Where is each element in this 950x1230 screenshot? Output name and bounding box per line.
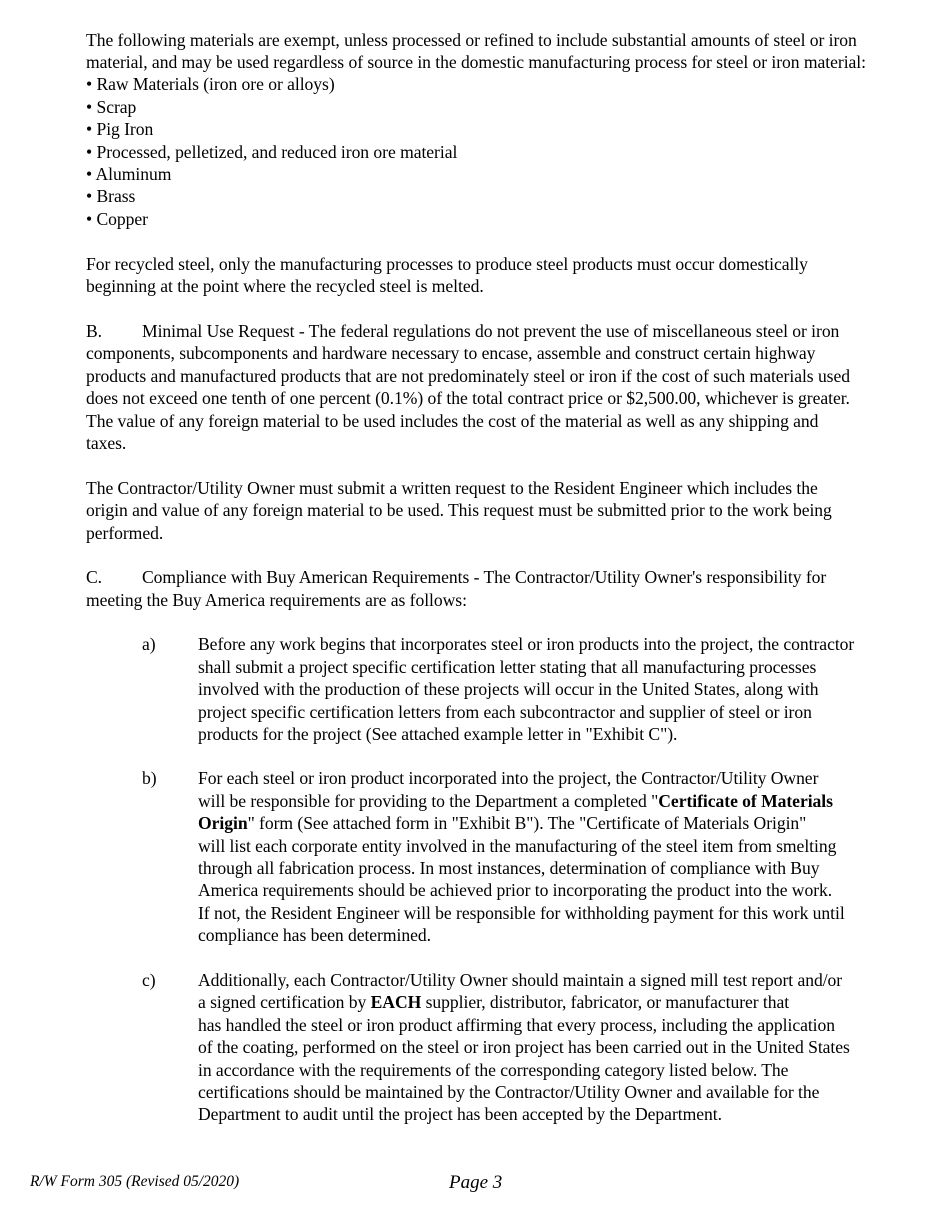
section-label: C. — [86, 567, 103, 587]
text-line: products for the project (See attached example letter in "Exhibit C"). — [198, 724, 678, 744]
bold-form-name: Origin — [198, 813, 248, 833]
text-line: Minimal Use Request - The federal regulations do not prevent the use of miscellaneous steel or iron — [142, 321, 840, 341]
form-identifier: R/W Form 305 (Revised 05/2020) — [30, 1173, 240, 1190]
text-line: beginning at the point where the recycled steel is melted. — [86, 276, 484, 296]
bold-form-name: Certificate of Materials — [658, 791, 833, 811]
text-line: shall submit a project specific certification letter stating that all manufacturing processes — [198, 657, 817, 677]
text-line: components, subcomponents and hardware necessary to encase, assemble and construct certain highway — [86, 343, 816, 363]
text-line: The value of any foreign material to be used includes the cost of the material as well as any shipping and — [86, 411, 819, 431]
text-line: has handled the steel or iron product affirming that every process, including the application — [198, 1015, 836, 1035]
text-run: will be responsible for providing to the Department a completed " — [198, 791, 659, 811]
text-line: Before any work begins that incorporates steel or iron products into the project, the contractor — [198, 634, 855, 654]
item-label: a) — [142, 634, 156, 654]
text-line: Compliance with Buy American Requirements - The Contractor/Utility Owner's responsibility for — [142, 567, 827, 587]
text-line: America requirements should be achieved prior to incorporating the product into the work. — [198, 880, 833, 900]
text-line: performed. — [86, 523, 164, 543]
text-line: Additionally, each Contractor/Utility Owner should maintain a signed mill test report and/or — [198, 970, 843, 990]
list-item: • Copper — [86, 209, 148, 229]
text-line: origin and value of any foreign material to be used. This request must be submitted prior to the work being — [86, 500, 832, 520]
text-line: meeting the Buy America requirements are as follows: — [86, 590, 467, 610]
text-line: If not, the Resident Engineer will be responsible for withholding payment for this work until — [198, 903, 845, 923]
text-line: material, and may be used regardless of source in the domestic manufacturing process for steel or iron material: — [86, 52, 866, 72]
text-run: supplier, distributor, fabricator, or manufacturer that — [421, 992, 790, 1012]
text-line: of the coating, performed on the steel or iron project has been carried out in the United States — [198, 1037, 850, 1057]
list-item: • Processed, pelletized, and reduced iron ore material — [86, 142, 458, 162]
text-line: The following materials are exempt, unless processed or refined to include substantial amounts of steel or iron — [86, 30, 857, 50]
list-item: • Raw Materials (iron ore or alloys) — [86, 74, 335, 94]
text-line: does not exceed one tenth of one percent (0.1%) of the total contract price or $2,500.00, whichever is greater. — [86, 388, 850, 408]
text-line: For each steel or iron product incorporated into the project, the Contractor/Utility Owner — [198, 768, 819, 788]
text-line: For recycled steel, only the manufacturing processes to produce steel products must occur domestically — [86, 254, 808, 274]
list-item: • Pig Iron — [86, 119, 154, 139]
text-line: in accordance with the requirements of the corresponding category listed below. The — [198, 1060, 789, 1080]
list-item: • Brass — [86, 186, 136, 206]
text-line: Department to audit until the project has been accepted by the Department. — [198, 1104, 722, 1124]
text-run: " form (See attached form in "Exhibit B"). The "Certificate of Materials Origin" — [247, 813, 807, 833]
page-number: Page 3 — [449, 1172, 503, 1193]
list-item: • Aluminum — [86, 164, 172, 184]
text-line — [198, 790, 833, 812]
text-run: a signed certification by — [198, 992, 371, 1012]
text-line: taxes. — [86, 433, 127, 453]
text-line: involved with the production of these projects will occur in the United States, along with — [198, 679, 819, 699]
item-label: c) — [142, 970, 156, 990]
text-line — [198, 812, 806, 834]
text-line — [198, 991, 789, 1013]
text-line: products and manufactured products that are not predominately steel or iron if the cost of such materials used — [86, 366, 850, 386]
item-label: b) — [142, 768, 157, 788]
text-line: through all fabrication process. In most instances, determination of compliance with Buy — [198, 858, 820, 878]
text-line: compliance has been determined. — [198, 925, 431, 945]
section-label: B. — [86, 321, 103, 341]
text-line: project specific certification letters from each subcontractor and supplier of steel or iron — [198, 702, 812, 722]
text-line: The Contractor/Utility Owner must submit a written request to the Resident Engineer which includes the — [86, 478, 818, 498]
text-line: will list each corporate entity involved in the manufacturing of the steel item from smelting — [198, 836, 837, 856]
text-line: certifications should be maintained by the Contractor/Utility Owner and available for the — [198, 1082, 820, 1102]
list-item: • Scrap — [86, 97, 137, 117]
bold-emphasis: EACH — [370, 992, 422, 1012]
